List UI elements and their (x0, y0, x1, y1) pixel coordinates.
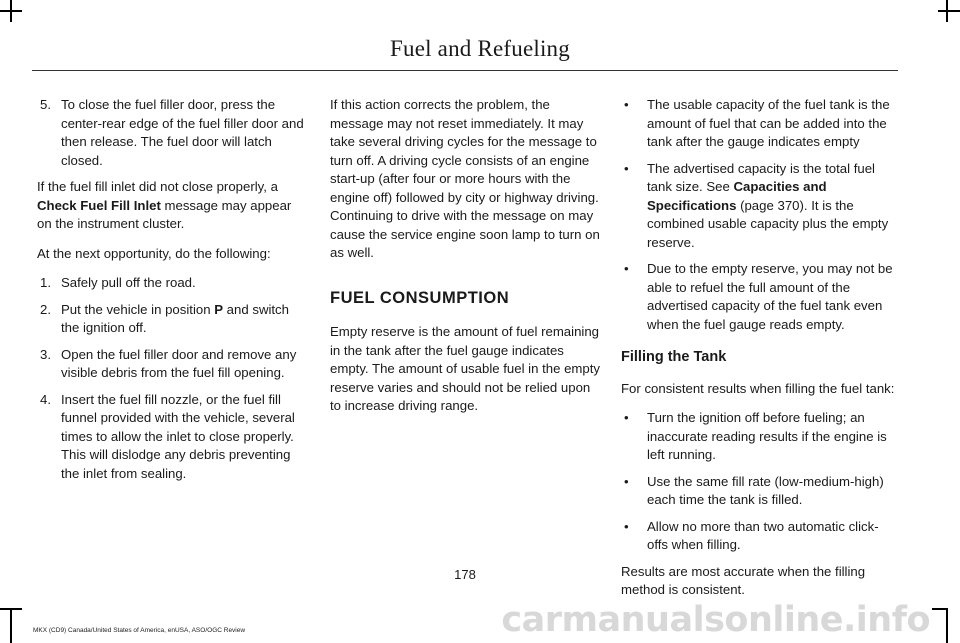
bullet-text: Use the same fill rate (low-medium-high) each time the tank is filled. (647, 473, 884, 507)
bullet-text: Due to the empty reserve, you may not be able to refuel the full amount of the advertised capacity of the fuel tank even when the fuel gauge reads empty. (647, 261, 893, 332)
footer-text: MKX (CD9) Canada/United States of America, enUSA, ASO/OGC Review (33, 627, 246, 634)
cross-reference-link[interactable]: Capacities and Specifications (647, 179, 827, 213)
step-2 (37, 301, 307, 338)
step-text: Open the fuel filler door and remove any visible debris from the fuel fill opening. (61, 346, 297, 380)
bullet-item (621, 96, 896, 152)
column-2 (330, 96, 602, 427)
crop-mark-bottom-right-h (932, 608, 947, 610)
step-number: 1. (40, 275, 51, 290)
subsection-heading: Filling the Tank (621, 349, 727, 365)
text: message may appear on the instrument cluster. (37, 197, 292, 231)
step-1 (37, 274, 307, 293)
step-number: 4. (40, 391, 51, 407)
step-5 (37, 96, 307, 170)
text: Put the vehicle in position (61, 301, 215, 317)
bullet-text: Allow no more than two automatic click-offs when filling. (647, 518, 879, 552)
bullet-item (621, 260, 896, 334)
step-text (61, 302, 289, 336)
crop-mark-bottom-left-v (10, 608, 12, 643)
paragraph: For consistent results when filling the fuel tank: (621, 380, 895, 396)
text: If the fuel fill inlet did not close properly, a (37, 179, 278, 194)
step-text: Insert the fuel fill nozzle, or the fuel fill funnel provided with the vehicle, several times to allow the inlet to close properly. This will dislodge any debris preventing the inlet from sealing. (61, 391, 295, 481)
page-number: 178 (454, 567, 476, 582)
step-number: 2. (40, 301, 51, 317)
bullet-text: Turn the ignition off before fueling; an inaccurate reading results if the engine is left running. (647, 410, 887, 462)
crop-mark-top-left-h (0, 10, 22, 12)
text: and switch the ignition off. (61, 301, 289, 335)
step-text: Safely pull off the road. (61, 275, 196, 290)
step-number: 5. (40, 97, 51, 112)
column-3 (621, 96, 896, 611)
bullet-text (647, 161, 888, 250)
crop-mark-bottom-right-v (946, 608, 948, 643)
bullet: • (624, 410, 629, 425)
message-name: Check Fuel Fill Inlet (37, 197, 161, 213)
page-title: Fuel and Refueling (390, 36, 570, 61)
bullet-item (621, 518, 896, 555)
watermark: carmanualsonline.info (501, 600, 930, 640)
bullet-item (621, 160, 896, 253)
bullet-item (621, 409, 896, 465)
crop-mark-top-right-h (938, 10, 960, 12)
bullet: • (624, 160, 629, 176)
step-3 (37, 346, 307, 383)
step-text: To close the fuel filler door, press the center-rear edge of the fuel filler door and then release. The fuel door will latch closed. (61, 97, 304, 168)
header-rule (32, 70, 898, 71)
paragraph (37, 178, 307, 234)
gear-position: P (214, 301, 224, 317)
bullet: • (624, 473, 629, 489)
paragraph: If this action corrects the problem, the message may not reset immediately. It may take several driving cycles for the message to turn off. A driving cycle consists of an engine start-up (after four or more hours with the engine off) followed by city or highway driving. Continuing to drive with the message on may cause the service engine soon lamp to turn on as well. (330, 97, 600, 260)
step-number: 3. (40, 346, 51, 362)
bullet: • (624, 97, 629, 112)
crop-mark-bottom-left-h (0, 608, 22, 610)
text: (page 370). It is the combined usable capacity plus the empty reserve. (647, 197, 889, 250)
paragraph: At the next opportunity, do the following: (37, 245, 271, 261)
step-4 (37, 391, 307, 484)
bullet: • (624, 261, 629, 276)
text: The advertised capacity is the total fuel tank size. See (647, 160, 875, 194)
bullet-item (621, 473, 896, 510)
section-heading: FUEL CONSUMPTION (330, 288, 510, 307)
paragraph: Results are most accurate when the filling method is consistent. (621, 563, 866, 597)
bullet-text: The usable capacity of the fuel tank is the amount of fuel that can be added into the tank after the gauge indicates empty (647, 97, 890, 149)
column-1 (37, 96, 307, 491)
paragraph: Empty reserve is the amount of fuel remaining in the tank after the fuel gauge indicates empty. The amount of usable fuel in the empty reserve varies and should not be relied upon to increase driving range. (330, 324, 601, 413)
bullet: • (624, 518, 629, 534)
